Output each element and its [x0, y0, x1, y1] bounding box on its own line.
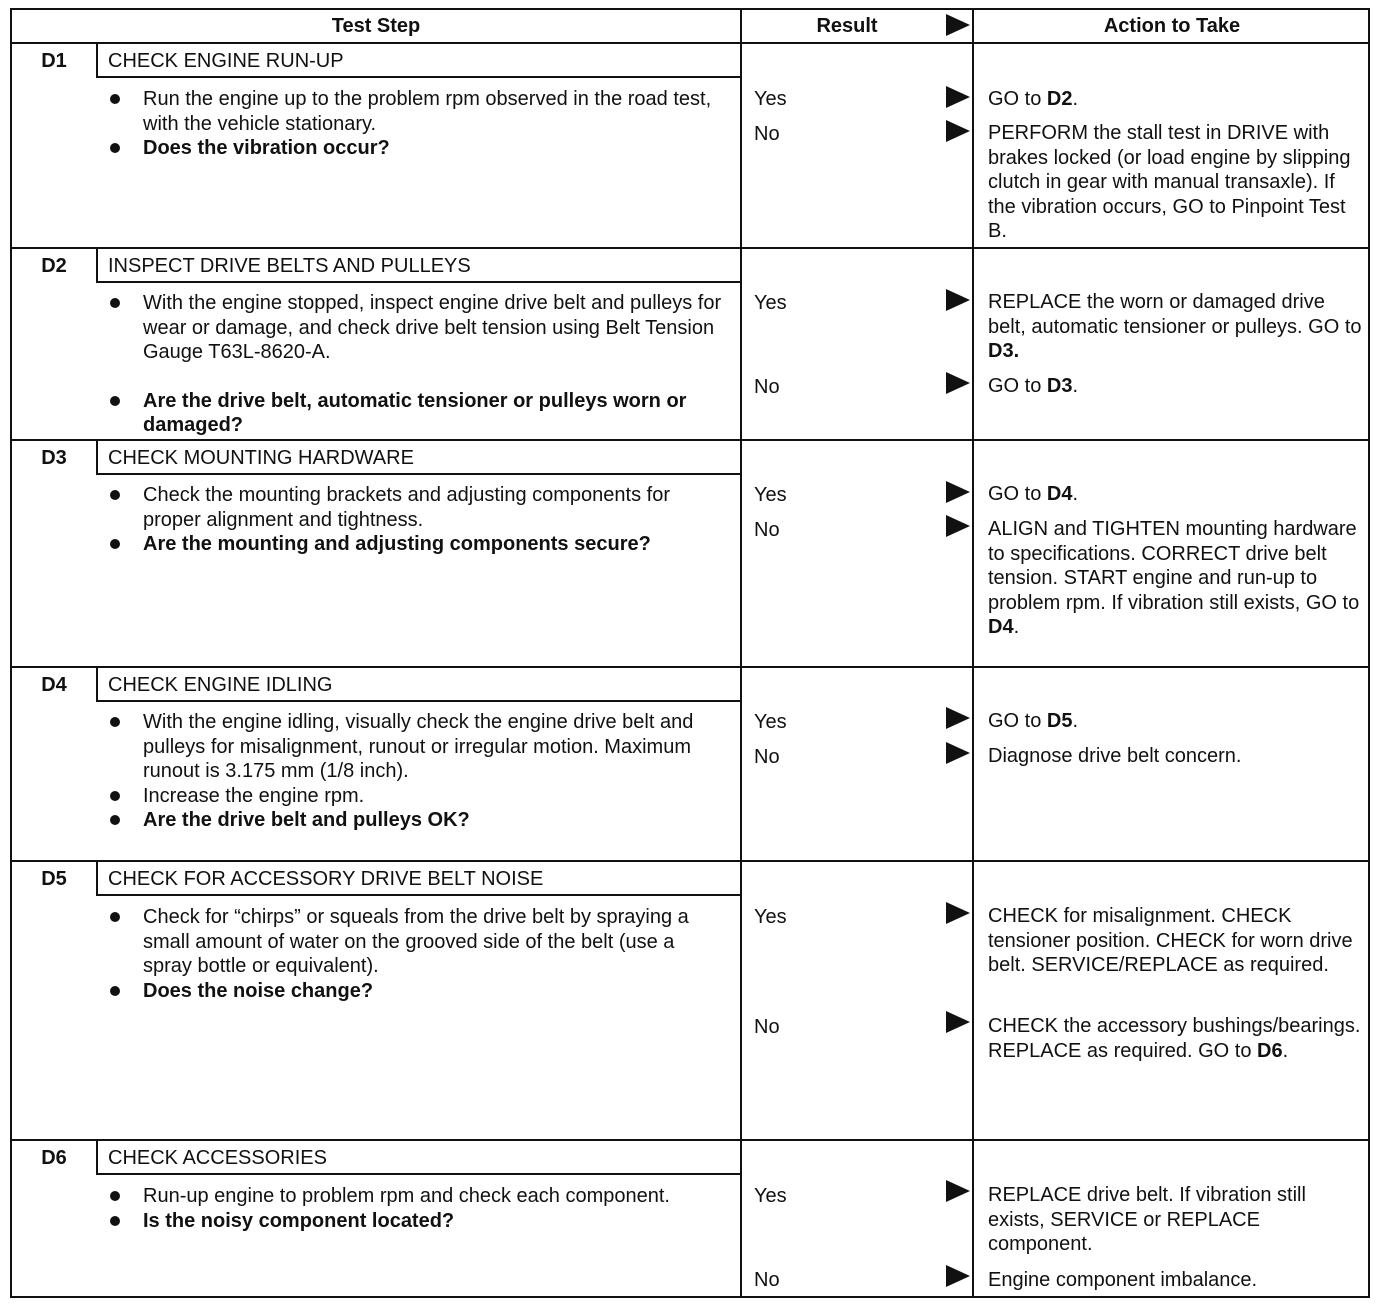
action-text: GO to D2.: [988, 88, 1079, 110]
question-item: Is the noisy component located?: [107, 1209, 727, 1234]
arrow-icon: [946, 742, 970, 764]
step-instructions: [107, 87, 727, 161]
arrow-icon: [946, 902, 970, 924]
result-no: No: [754, 519, 780, 541]
action-text: GO to D4.: [988, 483, 1079, 505]
result-no: No: [754, 1016, 780, 1038]
step-id: D3: [41, 447, 67, 469]
result-yes: Yes: [754, 292, 787, 314]
instruction-item: Increase the engine rpm.: [107, 784, 727, 809]
question-item: Does the noise change?: [107, 979, 727, 1004]
step-id: D5: [41, 868, 67, 890]
action-text: Engine component imbalance.: [988, 1269, 1258, 1291]
step-title: CHECK ENGINE RUN-UP: [96, 44, 742, 78]
action-text: GO to D5.: [988, 710, 1079, 732]
header-test-step: Test Step: [331, 15, 421, 37]
step-instructions: [107, 483, 727, 557]
action-text: CHECK for misalignment. CHECK tensioner position. CHECK for worn drive belt. SERVICE/REPLACE as required.: [988, 905, 1353, 976]
arrow-icon: [946, 1011, 970, 1033]
step-title: INSPECT DRIVE BELTS AND PULLEYS: [96, 249, 742, 283]
result-no: No: [754, 746, 780, 768]
action-text: CHECK the accessory bushings/bearings. REPLACE as required. GO to D6.: [988, 1015, 1361, 1062]
column-divider: [972, 10, 974, 1296]
instruction-item: Run the engine up to the problem rpm observed in the road test, with the vehicle stationary.: [107, 87, 727, 136]
step-title: CHECK MOUNTING HARDWARE: [96, 441, 742, 475]
step-instructions: [107, 1184, 727, 1233]
diagnostic-table: [10, 8, 1370, 1298]
question-item: Does the vibration occur?: [107, 136, 727, 161]
instruction-item: Check the mounting brackets and adjusting components for proper alignment and tightness.: [107, 483, 727, 532]
step-id: D1: [41, 50, 67, 72]
arrow-icon: [946, 289, 970, 311]
arrow-icon: [946, 707, 970, 729]
question-item: Are the drive belt, automatic tensioner or pulleys worn or damaged?: [107, 389, 727, 438]
result-yes: Yes: [754, 711, 787, 733]
result-no: No: [754, 123, 780, 145]
action-text: REPLACE the worn or damaged drive belt, automatic tensioner or pulleys. GO to D3.: [988, 291, 1362, 362]
step-title: CHECK ACCESSORIES: [96, 1141, 742, 1175]
question-item: Are the drive belt and pulleys OK?: [107, 808, 727, 833]
arrow-icon: [946, 372, 970, 394]
step-title: CHECK FOR ACCESSORY DRIVE BELT NOISE: [96, 862, 742, 896]
question-item: Are the mounting and adjusting components secure?: [107, 532, 727, 557]
arrow-icon: [946, 86, 970, 108]
instruction-item: Check for “chirps” or squeals from the drive belt by spraying a small amount of water on the grooved side of the belt (use a spray bottle or equivalent).: [107, 905, 727, 979]
action-text: REPLACE drive belt. If vibration still exists, SERVICE or REPLACE component.: [988, 1184, 1306, 1255]
result-yes: Yes: [754, 88, 787, 110]
action-text: PERFORM the stall test in DRIVE with brakes locked (or load engine by slipping clutch in gear with manual transaxle). If the vibration occurs, GO to Pinpoint Test B.: [988, 122, 1351, 242]
arrow-icon: [946, 515, 970, 537]
step-instructions: [107, 710, 727, 833]
column-divider: [740, 10, 742, 1296]
result-yes: Yes: [754, 484, 787, 506]
arrow-icon: [946, 1265, 970, 1287]
arrow-icon: [946, 14, 970, 36]
step-id: D4: [41, 674, 67, 696]
step-instructions: [107, 291, 727, 438]
arrow-icon: [946, 481, 970, 503]
result-yes: Yes: [754, 1185, 787, 1207]
step-id: D2: [41, 255, 67, 277]
result-yes: Yes: [754, 906, 787, 928]
step-title: CHECK ENGINE IDLING: [96, 668, 742, 702]
header-result: Result: [816, 15, 878, 37]
action-text: GO to D3.: [988, 375, 1079, 397]
step-instructions: [107, 905, 727, 1003]
step-id: D6: [41, 1147, 67, 1169]
header-action: Action to Take: [1103, 15, 1241, 37]
instruction-item: With the engine stopped, inspect engine drive belt and pulleys for wear or damage, and check drive belt tension using Belt Tension Gauge T63L-8620-A.: [107, 291, 727, 365]
action-text: Diagnose drive belt concern.: [988, 745, 1242, 767]
arrow-icon: [946, 1180, 970, 1202]
result-no: No: [754, 376, 780, 398]
arrow-icon: [946, 120, 970, 142]
instruction-item: With the engine idling, visually check the engine drive belt and pulleys for misalignment, runout or irregular motion. Maximum runout is 3.175 mm (1/8 inch).: [107, 710, 727, 784]
action-text: ALIGN and TIGHTEN mounting hardware to specifications. CORRECT drive belt tension. START engine and run-up to problem rpm. If vibration still exists, GO to D4.: [988, 518, 1360, 638]
result-no: No: [754, 1269, 780, 1291]
instruction-item: Run-up engine to problem rpm and check each component.: [107, 1184, 727, 1209]
